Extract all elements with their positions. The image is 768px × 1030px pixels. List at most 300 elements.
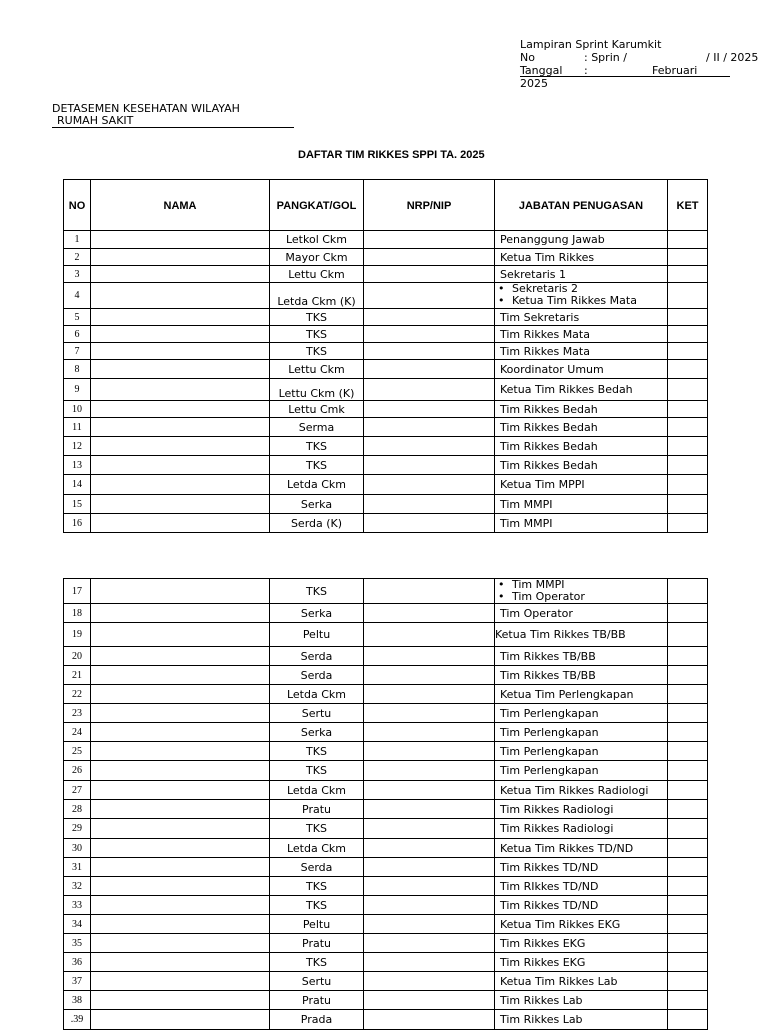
pangkat-cell: Peltu xyxy=(270,623,364,647)
row-number: 37 xyxy=(64,972,91,991)
jabatan-cell xyxy=(495,579,668,604)
nama-cell xyxy=(91,704,270,723)
row-number: 32 xyxy=(64,877,91,896)
pangkat-cell: TKS xyxy=(270,877,364,896)
row-number: 8 xyxy=(64,360,91,379)
nrp-cell xyxy=(364,437,495,456)
ket-cell xyxy=(668,266,708,283)
bullet-text: Tim Operator xyxy=(512,590,585,603)
nrp-cell xyxy=(364,723,495,742)
nama-cell xyxy=(91,249,270,266)
ket-cell xyxy=(668,231,708,249)
table-row xyxy=(64,858,708,877)
ket-cell xyxy=(668,761,708,781)
pangkat-cell: Sertu xyxy=(270,704,364,723)
ket-cell xyxy=(668,877,708,896)
table-row xyxy=(64,781,708,800)
jabatan-cell: Tim Rikkes Bedah xyxy=(495,418,668,437)
row-number: 10 xyxy=(64,401,91,418)
bullet-icon: • xyxy=(498,282,505,295)
row-number: 25 xyxy=(64,742,91,761)
nomor-label: No xyxy=(520,51,535,64)
jabatan-cell: Tim Rikkes Bedah xyxy=(495,437,668,456)
table-row xyxy=(64,266,708,283)
jabatan-cell: Tim Rikkes Mata xyxy=(495,343,668,360)
row-number: 29 xyxy=(64,819,91,839)
jabatan-cell: Tim Rikkes EKG xyxy=(495,934,668,953)
nama-cell xyxy=(91,819,270,839)
pangkat-cell: Serka xyxy=(270,723,364,742)
nrp-cell xyxy=(364,685,495,704)
jabatan-cell: Ketua Tim Rikkes xyxy=(495,249,668,266)
jabatan-cell: Ketua Tim Rikkes TD/ND xyxy=(495,839,668,858)
table-row xyxy=(64,896,708,915)
table-row xyxy=(64,839,708,858)
table-row xyxy=(64,283,708,309)
col-no-header: NO xyxy=(64,180,91,231)
pangkat-cell: Serda xyxy=(270,666,364,685)
jabatan-cell: Ketua Tim Rikkes Bedah xyxy=(495,379,668,401)
bullet-icon: • xyxy=(498,590,505,603)
table-row xyxy=(64,231,708,249)
table-row xyxy=(64,915,708,934)
row-number: 33 xyxy=(64,896,91,915)
nama-cell xyxy=(91,309,270,326)
nrp-cell xyxy=(364,343,495,360)
nrp-cell xyxy=(364,915,495,934)
nama-cell xyxy=(91,781,270,800)
nrp-cell xyxy=(364,283,495,309)
table-row xyxy=(64,723,708,742)
jabatan-cell: Ketua Tim Perlengkapan xyxy=(495,685,668,704)
team-table-part-2 xyxy=(63,578,708,1030)
nama-cell xyxy=(91,514,270,533)
table-row xyxy=(64,761,708,781)
nrp-cell xyxy=(364,475,495,495)
ket-cell xyxy=(668,781,708,800)
bullet-text: Tim MMPI xyxy=(512,578,565,591)
tanggal-colon: : xyxy=(584,64,588,77)
table-row xyxy=(64,604,708,623)
row-number: 36 xyxy=(64,953,91,972)
pangkat-cell: Pratu xyxy=(270,800,364,819)
table-row xyxy=(64,1010,708,1030)
ket-cell xyxy=(668,896,708,915)
table-row xyxy=(64,437,708,456)
bullet-item xyxy=(497,295,667,307)
bullet-text: Ketua Tim Rikkes Mata xyxy=(512,294,637,307)
table-row xyxy=(64,685,708,704)
nama-cell xyxy=(91,666,270,685)
nrp-cell xyxy=(364,934,495,953)
nama-cell xyxy=(91,418,270,437)
row-number: 28 xyxy=(64,800,91,819)
row-number: 13 xyxy=(64,456,91,475)
ket-cell xyxy=(668,456,708,475)
table-row xyxy=(64,877,708,896)
nrp-cell xyxy=(364,839,495,858)
lampiran-header xyxy=(520,38,759,90)
pangkat-cell: TKS xyxy=(270,437,364,456)
ket-cell xyxy=(668,915,708,934)
row-number: 3 xyxy=(64,266,91,283)
nrp-cell xyxy=(364,309,495,326)
pangkat-cell: TKS xyxy=(270,742,364,761)
nama-cell xyxy=(91,991,270,1010)
pangkat-cell: TKS xyxy=(270,456,364,475)
nrp-cell xyxy=(364,326,495,343)
ket-cell xyxy=(668,475,708,495)
row-number: 1 xyxy=(64,231,91,249)
nama-cell xyxy=(91,495,270,514)
row-number: 16 xyxy=(64,514,91,533)
table-row xyxy=(64,647,708,666)
nrp-cell xyxy=(364,249,495,266)
table-row xyxy=(64,514,708,533)
jabatan-cell: Tim Rikkes Bedah xyxy=(495,456,668,475)
ket-cell xyxy=(668,953,708,972)
jabatan-cell: Tim Sekretaris xyxy=(495,309,668,326)
ket-cell xyxy=(668,623,708,647)
col-nrp-header: NRP/NIP xyxy=(364,180,495,231)
col-ket-header: KET xyxy=(668,180,708,231)
pangkat-cell: Peltu xyxy=(270,915,364,934)
nama-cell xyxy=(91,283,270,309)
table-row xyxy=(64,742,708,761)
nrp-cell xyxy=(364,819,495,839)
ket-cell xyxy=(668,800,708,819)
nama-cell xyxy=(91,437,270,456)
nama-cell xyxy=(91,326,270,343)
table-row xyxy=(64,456,708,475)
pangkat-cell: TKS xyxy=(270,343,364,360)
pangkat-cell: Letkol Ckm xyxy=(270,231,364,249)
table-row xyxy=(64,326,708,343)
nama-cell xyxy=(91,231,270,249)
table-body-1 xyxy=(64,231,708,533)
ket-cell xyxy=(668,360,708,379)
table-row xyxy=(64,309,708,326)
row-number: 2 xyxy=(64,249,91,266)
row-number: 19 xyxy=(64,623,91,647)
pangkat-cell: Serda (K) xyxy=(270,514,364,533)
nrp-cell xyxy=(364,877,495,896)
nama-cell xyxy=(91,877,270,896)
nrp-cell xyxy=(364,623,495,647)
jabatan-cell: Ketua Tim MPPI xyxy=(495,475,668,495)
pangkat-cell: TKS xyxy=(270,761,364,781)
nama-cell xyxy=(91,839,270,858)
nama-cell xyxy=(91,915,270,934)
row-number: 11 xyxy=(64,418,91,437)
col-pangkat-header: PANGKAT/GOL xyxy=(270,180,364,231)
jabatan-cell xyxy=(495,283,668,309)
nrp-cell xyxy=(364,456,495,475)
nrp-cell xyxy=(364,418,495,437)
pangkat-cell: Letda Ckm xyxy=(270,685,364,704)
row-number: 34 xyxy=(64,915,91,934)
row-number: 17 xyxy=(64,579,91,604)
nomor-value: : Sprin / xyxy=(584,51,627,64)
pangkat-cell: TKS xyxy=(270,819,364,839)
table-row xyxy=(64,379,708,401)
nrp-cell xyxy=(364,604,495,623)
jabatan-cell: Tim Rikkes Radiologi xyxy=(495,800,668,819)
table-row xyxy=(64,360,708,379)
jabatan-cell: Tim Rikkes Radiologi xyxy=(495,819,668,839)
col-jabatan-header: JABATAN PENUGASAN xyxy=(495,180,668,231)
row-number: 14 xyxy=(64,475,91,495)
ket-cell xyxy=(668,839,708,858)
ket-cell xyxy=(668,283,708,309)
row-number: 26 xyxy=(64,761,91,781)
jabatan-cell: Tim MMPI xyxy=(495,514,668,533)
jabatan-cell: Koordinator Umum xyxy=(495,360,668,379)
table-row xyxy=(64,991,708,1010)
row-number: 18 xyxy=(64,604,91,623)
row-number: 22 xyxy=(64,685,91,704)
pangkat-cell: Sertu xyxy=(270,972,364,991)
pangkat-cell: Letda Ckm xyxy=(270,839,364,858)
pangkat-cell: Lettu Ckm (K) xyxy=(270,379,364,401)
pangkat-cell: Serka xyxy=(270,495,364,514)
jabatan-cell: Tim Perlengkapan xyxy=(495,723,668,742)
nrp-cell xyxy=(364,991,495,1010)
jabatan-cell: Sekretaris 1 xyxy=(495,266,668,283)
ket-cell xyxy=(668,249,708,266)
jabatan-cell: Tim Rikkes Bedah xyxy=(495,401,668,418)
col-nama-header: NAMA xyxy=(91,180,270,231)
pangkat-cell: Letda Ckm (K) xyxy=(270,283,364,309)
jabatan-cell: Tim Perlengkapan xyxy=(495,704,668,723)
pangkat-cell: Letda Ckm xyxy=(270,781,364,800)
pangkat-cell: Serma xyxy=(270,418,364,437)
row-number: 9 xyxy=(64,379,91,401)
ket-cell xyxy=(668,579,708,604)
nrp-cell xyxy=(364,781,495,800)
table-row xyxy=(64,623,708,647)
jabatan-cell: Tim Rikkes TD/ND xyxy=(495,896,668,915)
table-body-2 xyxy=(64,579,708,1030)
jabatan-cell: Tim Rikkes Mata xyxy=(495,326,668,343)
jabatan-cell: Penanggung Jawab xyxy=(495,231,668,249)
jabatan-cell: Tim RIkkes TD/ND xyxy=(495,877,668,896)
nomor-suffix: / II / 2025 xyxy=(706,51,759,64)
table-row xyxy=(64,495,708,514)
row-number: 31 xyxy=(64,858,91,877)
nama-cell xyxy=(91,934,270,953)
jabatan-cell: Tim Rikkes TD/ND xyxy=(495,858,668,877)
bullet-text: Sekretaris 2 xyxy=(512,282,579,295)
ket-cell xyxy=(668,437,708,456)
row-number: 27 xyxy=(64,781,91,800)
pangkat-cell: Pratu xyxy=(270,991,364,1010)
nrp-cell xyxy=(364,761,495,781)
row-number: 6 xyxy=(64,326,91,343)
document-title: DAFTAR TIM RIKKES SPPI TA. 2025 xyxy=(298,149,485,161)
nama-cell xyxy=(91,266,270,283)
nama-cell xyxy=(91,579,270,604)
nama-cell xyxy=(91,456,270,475)
nama-cell xyxy=(91,742,270,761)
nrp-cell xyxy=(364,514,495,533)
pangkat-cell: TKS xyxy=(270,953,364,972)
nama-cell xyxy=(91,475,270,495)
table-row xyxy=(64,666,708,685)
pangkat-cell: Lettu Ckm xyxy=(270,266,364,283)
ket-cell xyxy=(668,972,708,991)
nrp-cell xyxy=(364,495,495,514)
nama-cell xyxy=(91,647,270,666)
bullet-icon: • xyxy=(498,294,505,307)
nama-cell xyxy=(91,343,270,360)
jabatan-cell: Tim MMPI xyxy=(495,495,668,514)
ket-cell xyxy=(668,309,708,326)
nrp-cell xyxy=(364,266,495,283)
pangkat-cell: Prada xyxy=(270,1010,364,1030)
nrp-cell xyxy=(364,800,495,819)
ket-cell xyxy=(668,819,708,839)
table-row xyxy=(64,800,708,819)
row-number: 20 xyxy=(64,647,91,666)
jabatan-cell: Tim Operator xyxy=(495,604,668,623)
pangkat-cell: Mayor Ckm xyxy=(270,249,364,266)
row-number: .39 xyxy=(64,1010,91,1030)
row-number: 35 xyxy=(64,934,91,953)
table-row xyxy=(64,418,708,437)
nrp-cell xyxy=(364,666,495,685)
table-header-row xyxy=(64,180,708,231)
nama-cell xyxy=(91,604,270,623)
table-row xyxy=(64,249,708,266)
nama-cell xyxy=(91,953,270,972)
ket-cell xyxy=(668,514,708,533)
ket-cell xyxy=(668,704,708,723)
jabatan-cell: Ketua Tim Rikkes TB/BB xyxy=(495,623,668,647)
ket-cell xyxy=(668,991,708,1010)
ket-cell xyxy=(668,647,708,666)
nrp-cell xyxy=(364,858,495,877)
nama-cell xyxy=(91,685,270,704)
row-number: 23 xyxy=(64,704,91,723)
nrp-cell xyxy=(364,742,495,761)
jabatan-cell: Tim Rikkes Lab xyxy=(495,991,668,1010)
ket-cell xyxy=(668,401,708,418)
organization-header xyxy=(52,103,294,128)
pangkat-cell: Lettu Cmk xyxy=(270,401,364,418)
jabatan-cell: Ketua Tim Rikkes Lab xyxy=(495,972,668,991)
team-table-part-1 xyxy=(63,179,708,533)
pangkat-cell: Letda Ckm xyxy=(270,475,364,495)
nrp-cell xyxy=(364,972,495,991)
pangkat-cell: Serda xyxy=(270,647,364,666)
pangkat-cell: Pratu xyxy=(270,934,364,953)
ket-cell xyxy=(668,685,708,704)
nama-cell xyxy=(91,800,270,819)
nrp-cell xyxy=(364,704,495,723)
ket-cell xyxy=(668,379,708,401)
nrp-cell xyxy=(364,360,495,379)
bullet-item xyxy=(497,591,667,603)
nama-cell xyxy=(91,623,270,647)
nama-cell xyxy=(91,761,270,781)
ket-cell xyxy=(668,723,708,742)
nrp-cell xyxy=(364,231,495,249)
table-row xyxy=(64,704,708,723)
row-number: 12 xyxy=(64,437,91,456)
ket-cell xyxy=(668,742,708,761)
tanggal-month: Februari xyxy=(652,64,698,77)
table-row xyxy=(64,401,708,418)
nama-cell xyxy=(91,896,270,915)
tanggal-year: 2025 xyxy=(520,77,548,90)
jabatan-cell: Tim Rikkes EKG xyxy=(495,953,668,972)
pangkat-cell: TKS xyxy=(270,896,364,915)
jabatan-cell: Ketua Tim Rikkes Radiologi xyxy=(495,781,668,800)
table-row xyxy=(64,343,708,360)
ket-cell xyxy=(668,604,708,623)
nama-cell xyxy=(91,723,270,742)
nrp-cell xyxy=(364,1010,495,1030)
row-number: 21 xyxy=(64,666,91,685)
row-number: 24 xyxy=(64,723,91,742)
table-row xyxy=(64,934,708,953)
nrp-cell xyxy=(364,401,495,418)
jabatan-cell: Tim Perlengkapan xyxy=(495,761,668,781)
nama-cell xyxy=(91,379,270,401)
ket-cell xyxy=(668,1010,708,1030)
bullet-icon: • xyxy=(498,578,505,591)
jabatan-cell: Ketua Tim Rikkes EKG xyxy=(495,915,668,934)
row-number: 4 xyxy=(64,283,91,309)
nrp-cell xyxy=(364,647,495,666)
nrp-cell xyxy=(364,379,495,401)
nrp-cell xyxy=(364,579,495,604)
nrp-cell xyxy=(364,953,495,972)
ket-cell xyxy=(668,343,708,360)
table-row xyxy=(64,475,708,495)
nama-cell xyxy=(91,401,270,418)
org-line-1: DETASEMEN KESEHATAN WILAYAH xyxy=(52,102,240,115)
jabatan-cell: Tim Perlengkapan xyxy=(495,742,668,761)
row-number: 15 xyxy=(64,495,91,514)
pangkat-cell: Serda xyxy=(270,858,364,877)
table-row xyxy=(64,579,708,604)
jabatan-cell: Tim Rikkes TB/BB xyxy=(495,647,668,666)
pangkat-cell: TKS xyxy=(270,309,364,326)
pangkat-cell: Serka xyxy=(270,604,364,623)
pangkat-cell: TKS xyxy=(270,326,364,343)
org-line-2: RUMAH SAKIT xyxy=(52,115,294,128)
ket-cell xyxy=(668,858,708,877)
ket-cell xyxy=(668,418,708,437)
table-row xyxy=(64,953,708,972)
nrp-cell xyxy=(364,896,495,915)
jabatan-cell: Tim Rikkes TB/BB xyxy=(495,666,668,685)
nama-cell xyxy=(91,360,270,379)
nama-cell xyxy=(91,858,270,877)
nama-cell xyxy=(91,1010,270,1030)
lampiran-title: Lampiran Sprint Karumkit xyxy=(520,38,662,51)
ket-cell xyxy=(668,934,708,953)
row-number: 38 xyxy=(64,991,91,1010)
pangkat-cell: TKS xyxy=(270,579,364,604)
pangkat-cell: Lettu Ckm xyxy=(270,360,364,379)
row-number: 5 xyxy=(64,309,91,326)
nama-cell xyxy=(91,972,270,991)
row-number: 30 xyxy=(64,839,91,858)
table-row xyxy=(64,819,708,839)
